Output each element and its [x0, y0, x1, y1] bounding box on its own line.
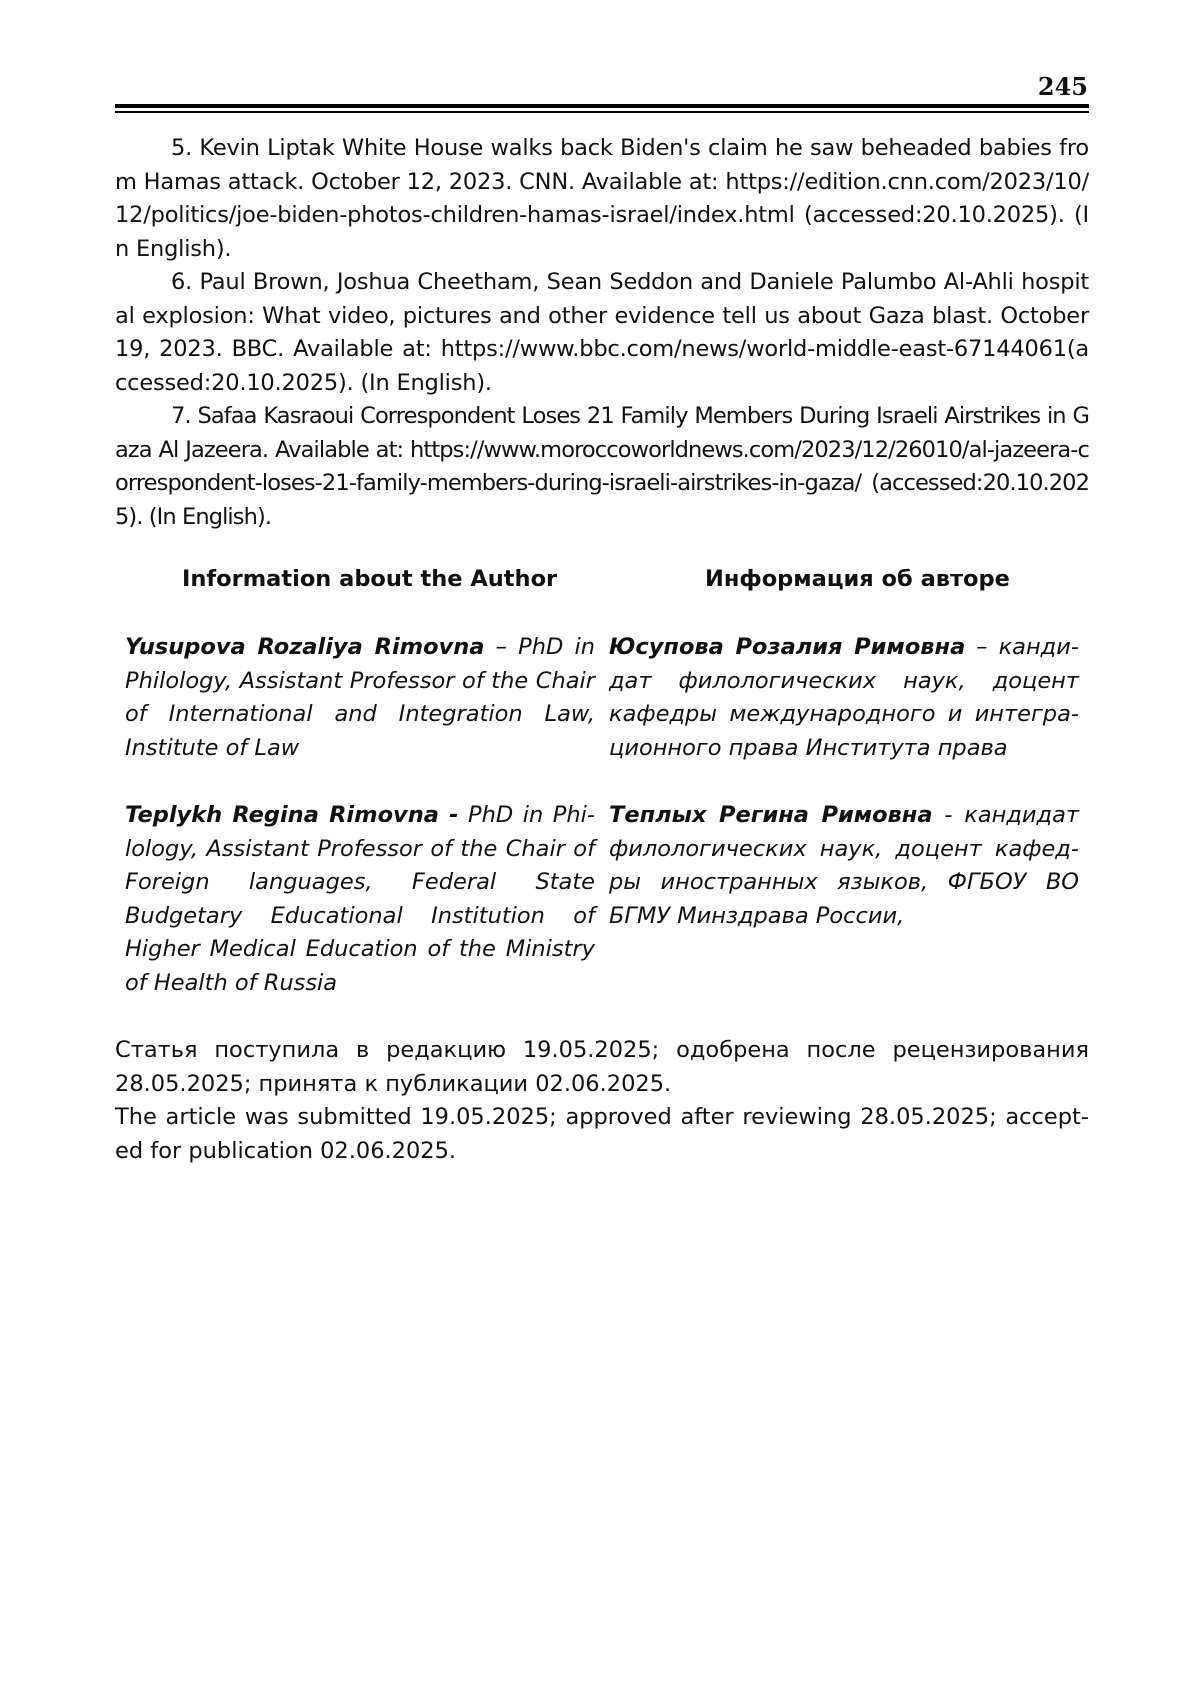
reference-item-5: 5. Kevin Liptak White House walks back Biden's claim he saw beheaded babies from Hamas attack. October 12, 2023. CNN. Available at: https://edition.cnn.com/2023/10/12/politics/joe-biden-photos-children-hamas-israel/index.html (accessed:20.10.2025). (In English). [115, 135, 1089, 262]
author-entry-ru [609, 799, 1079, 1000]
author-description-ru: кандидат филологических наук, доцент кафедры международного и интеграционного права Института права [609, 634, 1079, 761]
author-separator-ru: - [932, 802, 965, 828]
reference-item-7: 7. Safaa Kasraoui Correspondent Loses 21 Family Members During Israeli Airstrikes in Gaza Al Jazeera. Available at: https://www.moroccoworldnews.com/2023/12/26010/al-jazeera-correspondent-loses-21-family-members-during-israeli-airstrikes-in-gaza/ (accessed:20.10.2025). (In English). [115, 403, 1089, 530]
author-name-ru: Теплых Регина Римовна [609, 802, 933, 828]
author-entry-ru [609, 631, 1079, 765]
author-separator-en [458, 802, 468, 828]
author-description-en: PhD in Philology, Assistant Professor of the Chair of Foreign languages, Federal State Budgetary Educational Institution of Higher Medical Education of the Ministry of Health of Russia [125, 802, 595, 996]
author-entry-en [125, 631, 595, 765]
header-rule-thin [115, 111, 1089, 113]
author-description-ru: кандидат филологических наук, доцент кафедры иностранных языков, ФГБОУ ВО БГМУ Минздрава России, [609, 802, 1079, 929]
header-rule-thick [115, 104, 1089, 108]
author-info-heading-en: Information about the Author [182, 566, 558, 592]
article-status-en: The article was submitted 19.05.2025; approved after reviewing 28.05.2025; accepted for publication 02.06.2025. [115, 1104, 1089, 1164]
reference-item-6: 6. Paul Brown, Joshua Cheetham, Sean Seddon and Daniele Palumbo Al-Ahli hospital explosion: What video, pictures and other evidence tell us about Gaza blast. October 19, 2023. BBC. Available at: https://www.bbc.com/news/world-middle-east-67144061(accessed:20.10.2025). (In English). [115, 269, 1089, 396]
author-name-en: Yusupova Rozaliya Rimovna [125, 634, 485, 660]
author-info-table [115, 631, 1089, 1000]
article-status-ru: Статья поступила в редакцию 19.05.2025; одобрена после рецензирования 28.05.2025; принята к публикации 02.06.2025. [115, 1037, 1089, 1097]
page-content [115, 132, 1089, 1168]
article-status [115, 1034, 1089, 1168]
author-separator-ru: – [965, 634, 999, 660]
author-description-en: PhD in Philology, Assistant Professor of the Chair of International and Integration Law, Institute of Law [125, 634, 595, 761]
author-entry-en [125, 799, 595, 1000]
author-row [115, 631, 1089, 765]
author-row [115, 799, 1089, 1000]
author-info-headings [115, 566, 1089, 606]
page-number: 245 [1037, 72, 1088, 101]
author-separator-en: – [484, 634, 519, 660]
author-name-en: Teplykh Regina Rimovna - [125, 802, 459, 828]
author-name-ru: Юсупова Розалия Римовна [609, 634, 966, 660]
author-info-heading-ru: Информация об авторе [705, 566, 1010, 592]
